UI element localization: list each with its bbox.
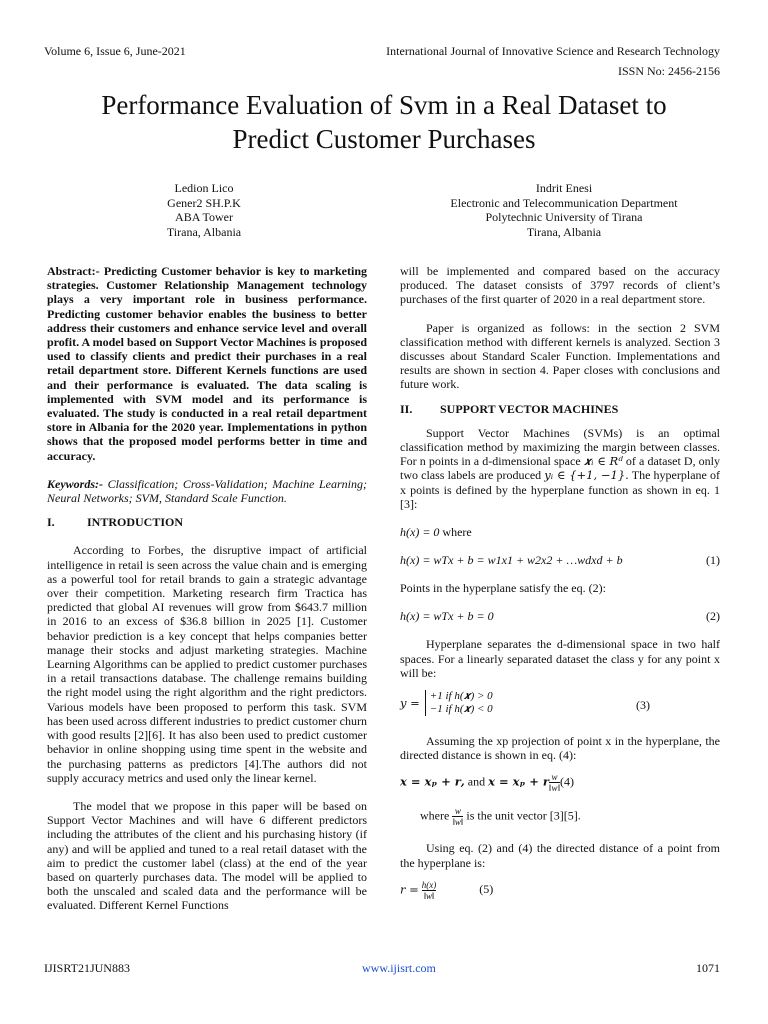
author-name: Indrit Enesi xyxy=(535,181,593,195)
piecewise-cases xyxy=(425,690,493,716)
denominator: ‖w‖ xyxy=(548,783,560,794)
equation-3 xyxy=(400,690,720,720)
case-1: +1 if h(𝒙) > 0 xyxy=(429,690,493,703)
running-header-volume: Volume 6, Issue 6, June-2021 xyxy=(44,44,186,58)
svm-paragraph-1 xyxy=(400,426,720,511)
section-heading-svm xyxy=(400,402,720,416)
math-inline: 𝒙ᵢ ∈ Rᵈ xyxy=(583,454,623,469)
equation-number: (5) xyxy=(479,882,494,897)
equation-5 xyxy=(400,880,720,904)
assume-paragraph: Assuming the xp projection of point x in the hyperplane, the directed distance is shown in eq. (4): xyxy=(400,734,720,763)
intro-paragraph-1: According to Forbes, the disruptive impact of artificial intelligence in retail is seen across the value chain and is emerging as a powerful tool for retail brands to gain a strategic advantage over their competition. Marketing research firm Tractica has predicted that global AI revenues will grow from $643.7 million in 2016 to an excess of $36.8 billion in 2025 [1]. Customer behavior prediction is a key concept that helps companies better manage their stocks and adjust marketing strategies. Machine Learning Algorithms can be applied to predict customer purchases in a retail transactions database. The challenge remains building the right model using the right algorithm and the right predictors. Various models have been proposed to perform this task. SVM has been used across different industries to predict customer churn with good results [2][6]. It has also been used to predict customer behavior in online shopping using time spent in the website and the purchasing patterns as predictors [4].The authors did not supply accuracy metrics and used only the linear kernel. xyxy=(47,543,367,785)
abstract: Abstract:- Predicting Customer behavior is key to marketing strategies. Customer Relationship Management technology plays a very important role in business performance. Predicting customer behavior enables the business to better address their customers and enhance service level and overall profit. A model based on Support Vector Machines is proposed used to classify clients and predict their purchases in a real retail department store. Different Kernels functions are used and their performance is evaluated. The data scaling is implemented with SVM model and its performance is evaluated. The study is conducted in a real retail department store in Albania for the 2020 year. Implementations in python shows that the proposed model performs better in time and accuracy. xyxy=(47,264,367,463)
running-header-journal: International Journal of Innovative Science and Research Technology xyxy=(386,44,720,58)
right-column xyxy=(400,264,720,904)
svm-text: of a dataset D, only two class labels are produced xyxy=(400,454,721,483)
equation-2 xyxy=(400,609,720,627)
author-location: Tirana, Albania xyxy=(166,224,242,239)
points-text: Points in the hyperplane satisfy the eq. (2): xyxy=(400,581,606,596)
equation-number: (2) xyxy=(706,609,720,624)
fraction xyxy=(452,806,463,827)
author-location: Tirana, Albania xyxy=(526,224,602,239)
keywords-list: Classification; Cross-Validation; Machine Learning; Neural Networks; SVM, Standard Scale Function. xyxy=(47,476,367,506)
fraction xyxy=(422,880,437,901)
footer-website-link[interactable]: www.ijisrt.com xyxy=(362,961,436,975)
equation-text: r = xyxy=(400,882,419,897)
where-text: where xyxy=(420,808,450,823)
math-inline: yᵢ ∈ {+1, −1}. xyxy=(544,468,629,483)
denominator: ‖w‖ xyxy=(423,890,435,901)
title-line-2: Predict Customer Purchases xyxy=(232,124,536,154)
using-paragraph: Using eq. (2) and (4) the directed distance of a point from the hyperplane is: xyxy=(400,841,720,870)
section-number: I. xyxy=(47,515,55,530)
hx-where-line xyxy=(400,525,720,539)
running-header-issn: ISSN No: 2456-2156 xyxy=(617,64,720,78)
equation-number: (4) xyxy=(559,774,574,789)
equation-text: h(x) = wTx + b = 0 xyxy=(400,609,494,624)
author-affiliation: Gener2 SH.P.K xyxy=(167,195,241,210)
footer-page-number: 1071 xyxy=(696,961,720,975)
where-text: where xyxy=(442,525,472,540)
section-title: INTRODUCTION xyxy=(87,515,184,530)
case-2: −1 if h(𝒙) < 0 xyxy=(429,703,493,716)
section-title: SUPPORT VECTOR MACHINES xyxy=(440,401,619,416)
equation-text: 𝒙 = 𝒙ₚ + r xyxy=(488,774,549,789)
author-name: Ledion Lico xyxy=(174,181,234,195)
equation-4 xyxy=(400,772,720,796)
intro-paragraph-2: The model that we propose in this paper will be based on Support Vector Machines and will have 6 different predictors including the attributes of the client and his purchasing history (if any) and will be applied and tuned to a real retail dataset with the aim to predict the customer label (class) at the end of the year based on quarterly purchases data. The model will be applied to both the unscaled and scaled data and the performance will be evaluated. Different Kernel Functions xyxy=(47,798,367,913)
paper-title xyxy=(20,88,748,156)
author-block-2 xyxy=(414,181,714,239)
numerator: h(x) xyxy=(421,879,437,890)
keywords xyxy=(47,477,367,505)
equation-text: h(x) = wTx + b = w1x1 + w2x2 + …wdxd + b xyxy=(400,553,623,568)
unit-vector-text: is the unit vector [3][5]. xyxy=(466,808,581,823)
numerator: w xyxy=(454,806,461,817)
right-paragraph-1: will be implemented and compared based on the accuracy produced. The dataset consists of 3797 records of client’s purchases of the first quarter of 2020 in a real department store. xyxy=(400,264,720,307)
math-inline: h(x) = 0 xyxy=(400,525,440,540)
equation-number: (3) xyxy=(636,698,650,713)
section-number: II. xyxy=(400,401,413,416)
numerator: w xyxy=(551,772,558,783)
section-heading-introduction xyxy=(47,515,367,529)
hyperplane-paragraph: Hyperplane separates the d-dimensional space in two half spaces. For a linearly separated dataset the class y for any point x will be: xyxy=(400,637,720,680)
author-affiliation: ABA Tower xyxy=(175,210,233,224)
svm-text: Support Vector Machines (SVMs) is an optimal classification method by maximizing the margin between classes. For n points in a d-dimensional space xyxy=(400,425,720,469)
equation-number: (1) xyxy=(706,553,720,568)
author-affiliation: Polytechnic University of Tirana xyxy=(485,210,643,224)
keywords-label: Keywords:- xyxy=(47,476,103,491)
fraction xyxy=(549,772,560,793)
equation-text: 𝒙 = 𝒙ₚ + 𝒓, xyxy=(400,774,465,789)
author-block-1 xyxy=(94,181,314,239)
denominator: ‖w‖ xyxy=(452,817,464,828)
left-column xyxy=(47,264,367,913)
svm-text: The hyperplane of x points is defined by the hyperplane function as shown in eq. 1 [3]: xyxy=(400,468,720,511)
title-line-1: Performance Evaluation of Svm in a Real Dataset to xyxy=(101,90,667,120)
right-paragraph-2: Paper is organized as follows: in the section 2 SVM classification method with different kernels is analyzed. Section 3 discusses about Standard Scaler Function. Implementations and results are shown in section 4. Paper closes with conclusions and future work. xyxy=(400,320,720,392)
equation-text: y = xyxy=(400,695,420,710)
author-affiliation: Electronic and Telecommunication Department xyxy=(450,195,678,210)
unit-vector-line xyxy=(400,806,720,827)
footer-paper-id: IJISRT21JUN883 xyxy=(44,961,130,975)
and-text: and xyxy=(467,774,486,789)
equation-1 xyxy=(400,553,720,571)
